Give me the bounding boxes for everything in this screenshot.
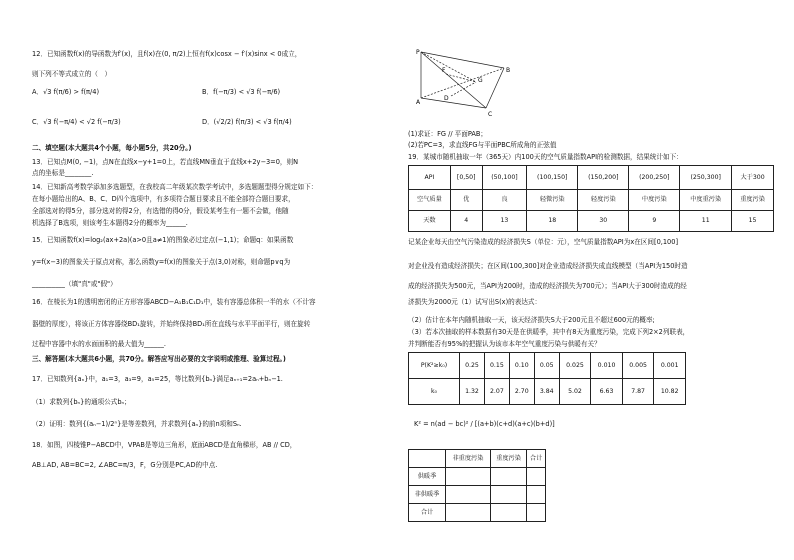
api-cell: 轻微污染 — [527, 190, 578, 211]
api-cell: API — [409, 166, 451, 190]
q14-line2: 在每小题给出的A、B、C、D四个选项中，有多项符合题目要求且不能全部符合题目要求， — [32, 195, 295, 203]
q19-part3: （3）若本次抽取的样本数据有30天是在供暖季，其中有8天为重度污染，完成下列2×2列联表， — [408, 328, 690, 336]
cont-cell: 非供暖季 — [409, 486, 446, 504]
api-cell: (250,300] — [680, 166, 732, 190]
q17-part1: （1）求数列{bₙ}的通项公式bₙ； — [32, 398, 131, 406]
section-2-heading: 二、填空题(本大题共4个小题，每小题5分，共20分。) — [32, 144, 192, 152]
q12-option-d: D．(√2/2) f(π/3) < √3 f(π/4) — [202, 118, 292, 126]
k-critical-table — [408, 352, 686, 405]
api-cell: 4 — [450, 211, 482, 232]
q18-line2: AB⊥AD, AB=BC=2, ∠ABC=π/3，F，G分别是PC,AD的中点. — [32, 461, 218, 469]
api-cell: (200,250] — [629, 166, 680, 190]
q14-line1: 14．已知新高考数学添加多选题型，在我校高二年级某次数学考试中，多选题题型得分规定如下： — [32, 183, 318, 191]
q14-line3: 全部选对的得5分，部分选对的得2分，有选错的得0分，假设某考生有一题不会做，他随 — [32, 207, 289, 215]
label-f: F — [442, 67, 446, 74]
label-g: G — [478, 77, 483, 84]
api-table — [408, 165, 774, 232]
q18-part2: (2)若PC=3，求直线FG与平面PBC所成角的正弦值 — [408, 141, 557, 149]
api-cell: 空气质量 — [409, 190, 451, 211]
cont-cell: 合计 — [527, 450, 546, 468]
q17-part2: （2）证明：数列{(aₙ−1)/2ⁿ}是等差数列，并求数列{aₙ}的前n项和Sₙ. — [32, 420, 242, 428]
k-cell: 3.84 — [534, 379, 559, 405]
api-cell: (150,200] — [578, 166, 629, 190]
q12-option-a: A．√3 f(π/6) > f(π/4) — [32, 88, 100, 96]
api-cell: 天数 — [409, 211, 451, 232]
q15-line3: __________（填"真"或"假"） — [32, 280, 117, 288]
label-b: B — [506, 67, 511, 74]
cont-cell — [409, 450, 446, 468]
cont-cell — [527, 468, 546, 486]
q15-line2: y=f(x−3)的图象关于原点对称，那么函数y=f(x)的图象关于点(3,0)对称，则命题p∨q为 — [32, 258, 291, 266]
q18-part1: (1)求证：FG // 平面PAB； — [408, 130, 488, 138]
k-cell: 0.10 — [509, 353, 534, 379]
k-cell: 2.70 — [509, 379, 534, 405]
api-cell: 30 — [578, 211, 629, 232]
cont-cell: 合计 — [409, 504, 446, 522]
q12-line2: 则下列不等式成立的（ ） — [32, 70, 112, 78]
k-cell: 0.15 — [484, 353, 509, 379]
k-cell: 0.010 — [591, 353, 623, 379]
api-cell: (100,150] — [527, 166, 578, 190]
q19-text-2: 对企业没有造成经济损失；在区间(100,300]对企业造成经济损失成直线模型（当API为150时造 — [408, 262, 688, 270]
api-cell: 重度污染 — [732, 190, 774, 211]
q19-stem: 19．某城市随机抽取一年（365天）内100天的空气质量指数API的检测数据，结果统计如下： — [408, 153, 683, 161]
api-cell: 9 — [629, 211, 680, 232]
q16-line1: 16．在棱长为1的透明密闭的正方形容器ABCD−A₁B₁C₁D₁中，装有容器总体积一半的水（不计容 — [32, 298, 316, 306]
k-squared-formula: K² = n(ad − bc)² / [(a+b)(c+d)(a+c)(b+d)] — [414, 420, 555, 428]
q16-line2: 器壁的厚度），将该正方体容器绕BD₁旋转，并始终保持BD₁所在直线与水平平面平行，则在旋转 — [32, 320, 311, 328]
cont-cell: 供暖季 — [409, 468, 446, 486]
api-cell: 18 — [527, 211, 578, 232]
label-c: C — [488, 111, 493, 118]
q12-option-b: B．f(−π/3) < √3 f(−π/6) — [202, 88, 281, 96]
label-d: D — [444, 95, 449, 102]
api-cell: (50,100] — [482, 166, 527, 190]
k-cell: 0.001 — [654, 353, 686, 379]
k-cell: 2.07 — [484, 379, 509, 405]
cont-cell — [490, 486, 526, 504]
contingency-table — [408, 449, 546, 522]
q14-line4: 机选择了B选项，则该考生本题得2分的概率为______. — [32, 219, 188, 227]
q13-line2: 点的坐标是________. — [32, 169, 94, 177]
q19-part2: （2）估计在本年内随机抽取一天，该天经济损失S大于200元且不超过600元的概率; — [408, 316, 655, 324]
k-cell: 0.05 — [534, 353, 559, 379]
cont-cell — [490, 504, 526, 522]
k-cell: 0.25 — [460, 353, 485, 379]
k-cell: 0.005 — [622, 353, 654, 379]
api-cell: 大于300 — [732, 166, 774, 190]
q16-line3: 过程中容器中水的水面面积的最大值为______. — [32, 340, 166, 348]
label-p: P — [416, 49, 420, 56]
api-cell: 优 — [450, 190, 482, 211]
api-cell: 良 — [482, 190, 527, 211]
cont-cell — [527, 504, 546, 522]
k-cell: 0.025 — [559, 353, 591, 379]
api-cell: 11 — [680, 211, 732, 232]
section-3-heading: 三、解答题(本大题共6小题，共70分。解答应写出必要的文字说明或推理、验算过程。) — [32, 355, 286, 363]
q19-text-3: 成的经济损失为500元，当API为200时，造成的经济损失为700元）；当API大于300时造成的经 — [408, 282, 687, 290]
cont-cell: 非重度污染 — [446, 450, 491, 468]
q19-part3-cont: 并判断能否有95%的把握认为该市本年空气重度污染与供暖有关？ — [408, 340, 601, 348]
k-cell: k₀ — [409, 379, 460, 405]
q19-text-1: 记某企业每天由空气污染造成的经济损失S（单位：元），空气质量指数API为x在区间[0,100] — [408, 238, 679, 246]
api-cell: 中度重污染 — [680, 190, 732, 211]
api-cell: 轻度污染 — [578, 190, 629, 211]
api-cell: 15 — [732, 211, 774, 232]
q17-stem: 17．已知数列{aₙ}中，a₁=3，a₃=9，a₅=25，等比数列{bₙ}满足aₙ₊₁=2aₙ+bₙ−1. — [32, 375, 283, 383]
q15-line1: 15．已知函数f(x)=log₂(ax+2a)(a>0且a≠1)的图象必过定点(−1,1)；命题q：如果函数 — [32, 236, 294, 244]
pyramid-figure — [416, 48, 516, 130]
q12-line1: 12．已知函数f(x)的导函数为f′(x)，且f(x)在(0, π/2)上恒有f(x)cosx − f′(x)sinx < 0成立， — [32, 50, 302, 58]
q18-line1: 18．如图，四棱锥P−ABCD中，VPAB是等边三角形，底面ABCD是直角梯形，AB // CD， — [32, 441, 297, 449]
api-cell: 13 — [482, 211, 527, 232]
q19-text-4: 济损失为2000元（1）试写出S(x)的表达式： — [408, 298, 542, 306]
k-cell: 7.87 — [622, 379, 654, 405]
api-cell: 中度污染 — [629, 190, 680, 211]
k-cell: 5.02 — [559, 379, 591, 405]
cont-cell: 重度污染 — [490, 450, 526, 468]
k-cell: 1.32 — [460, 379, 485, 405]
k-cell: P(K²≥k₀) — [409, 353, 460, 379]
cont-cell — [446, 486, 491, 504]
cont-cell — [527, 486, 546, 504]
cont-cell — [446, 468, 491, 486]
q12-option-c: C．√3 f(−π/4) < √2 f(−π/3) — [32, 118, 121, 126]
k-cell: 6.63 — [591, 379, 623, 405]
q13-line1: 13．已知点M(0, −1)，点N在直线x−y+1=0上，若直线MN垂直于直线x+2y−3=0，则N — [32, 158, 299, 166]
cont-cell — [490, 468, 526, 486]
api-cell: [0,50] — [450, 166, 482, 190]
cont-cell — [446, 504, 491, 522]
k-cell: 10.82 — [654, 379, 686, 405]
label-a: A — [416, 99, 421, 106]
